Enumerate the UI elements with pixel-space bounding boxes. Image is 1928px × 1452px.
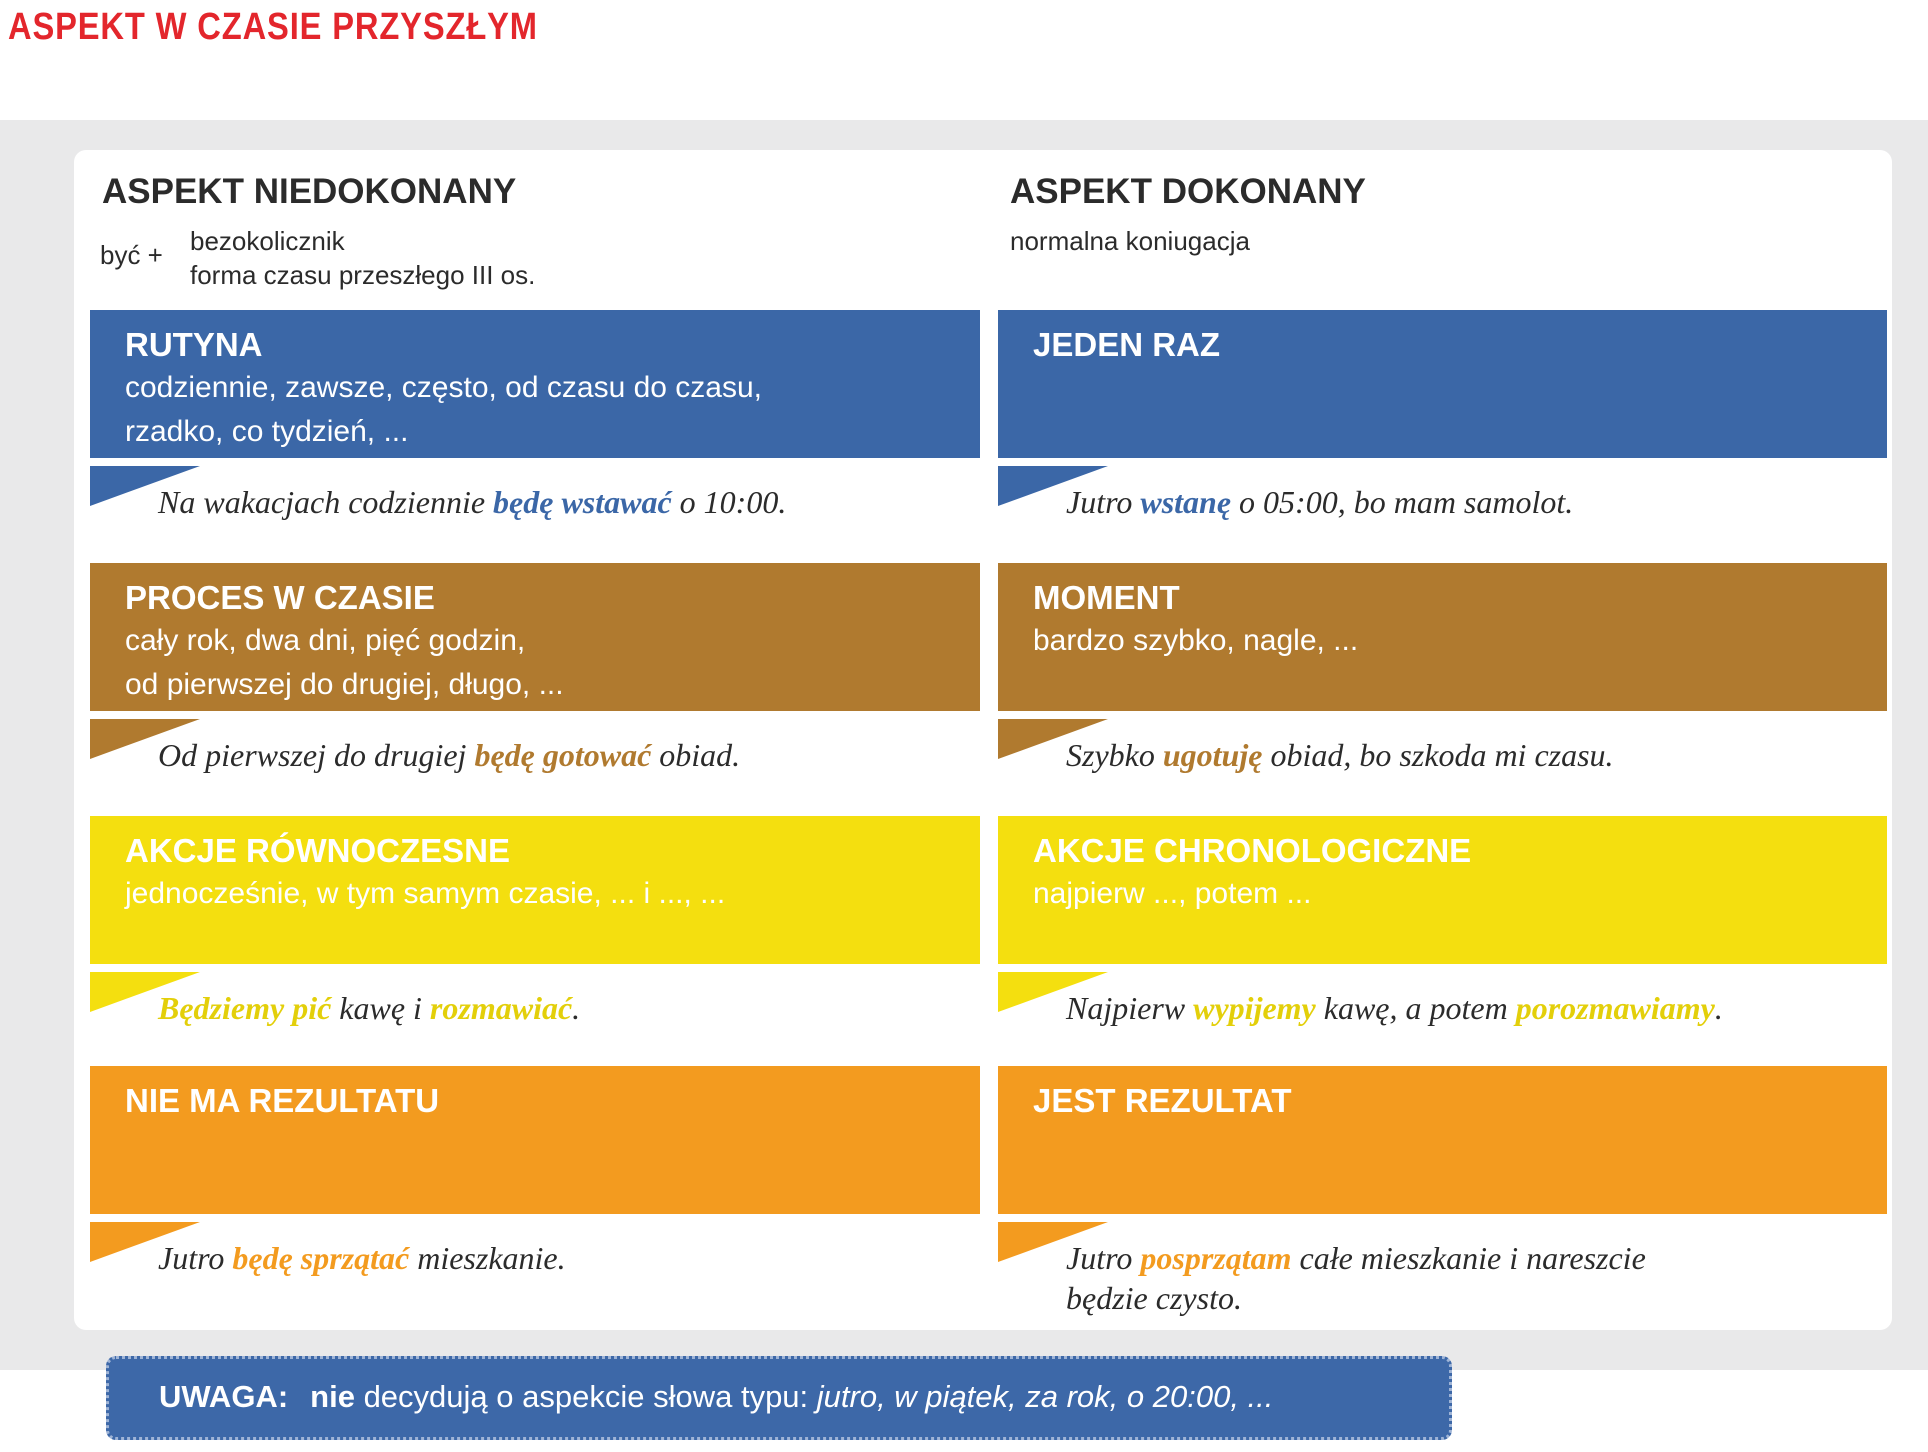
category-band bbox=[998, 1066, 1887, 1214]
category-title: NIE MA REZULTATU bbox=[125, 1082, 440, 1119]
note-box bbox=[106, 1356, 1452, 1440]
example-sentence: Jutro posprzątam całe mieszkanie i nareszcie będzie czysto. bbox=[1066, 1240, 1646, 1316]
highlighted-verb: będę wstawać bbox=[493, 484, 672, 520]
section-moment bbox=[998, 563, 1887, 817]
formation-options bbox=[190, 224, 535, 292]
highlighted-verb: porozmawiamy bbox=[1515, 990, 1715, 1026]
category-markers: najpierw ..., potem ... bbox=[1033, 877, 1312, 910]
section-chronological bbox=[998, 816, 1887, 1070]
category-band bbox=[90, 310, 980, 458]
highlighted-verb: będę gotować bbox=[474, 737, 652, 773]
content-panel bbox=[74, 150, 1892, 1330]
example-sentence: Jutro wstanę o 05:00, bo mam samolot. bbox=[1066, 484, 1574, 520]
conjugation-note: normalna koniugacja bbox=[1010, 226, 1250, 256]
highlighted-verb: wstanę bbox=[1140, 484, 1232, 520]
category-markers: codziennie, zawsze, często, od czasu do czasu, rzadko, co tydzień, ... bbox=[125, 371, 763, 448]
highlighted-verb: ugotuję bbox=[1162, 737, 1263, 773]
category-band bbox=[90, 1066, 980, 1214]
section-process bbox=[90, 563, 980, 817]
category-band bbox=[90, 563, 980, 711]
formation-prefix: być + bbox=[100, 240, 163, 270]
category-title: JEST REZULTAT bbox=[1033, 1082, 1292, 1119]
section-no-result bbox=[90, 1066, 980, 1320]
category-title: AKCJE CHRONOLOGICZNE bbox=[1033, 832, 1472, 869]
category-markers: cały rok, dwa dni, pięć godzin, od pierwszej do drugiej, długo, ... bbox=[125, 624, 564, 701]
category-markers: bardzo szybko, nagle, ... bbox=[1033, 624, 1359, 657]
example-sentence: Od pierwszej do drugiej będę gotować obiad. bbox=[158, 737, 741, 773]
example-sentence: Na wakacjach codziennie będę wstawać o 10:00. bbox=[158, 484, 787, 520]
category-band bbox=[998, 563, 1887, 711]
note-text: UWAGA: nie decydują o aspekcie słowa typu: jutro, w piątek, za rok, o 20:00, ... bbox=[159, 1379, 1274, 1414]
category-title: MOMENT bbox=[1033, 579, 1180, 616]
highlighted-verb: będę sprzątać bbox=[232, 1240, 410, 1276]
example-sentence: Będziemy pić kawę i rozmawiać. bbox=[158, 990, 581, 1026]
section-simultaneous bbox=[90, 816, 980, 1070]
example-sentence: Jutro będę sprzątać mieszkanie. bbox=[158, 1240, 566, 1276]
column-heading: ASPEKT DOKONANY bbox=[1010, 172, 1366, 211]
example-sentence: Szybko ugotuję obiad, bo szkoda mi czasu. bbox=[1066, 737, 1614, 773]
example-sentence: Najpierw wypijemy kawę, a potem porozmawiamy. bbox=[1066, 990, 1723, 1026]
section-routine bbox=[90, 310, 980, 564]
category-band bbox=[998, 816, 1887, 964]
formation-option: bezokolicznik bbox=[190, 226, 345, 256]
highlighted-verb: wypijemy bbox=[1193, 990, 1316, 1026]
category-title: RUTYNA bbox=[125, 326, 263, 363]
column-heading: ASPEKT NIEDOKONANY bbox=[102, 172, 517, 211]
formation-option: forma czasu przeszłego III os. bbox=[190, 260, 536, 290]
category-title: JEDEN RAZ bbox=[1033, 326, 1221, 363]
highlighted-verb: Będziemy pić bbox=[158, 990, 332, 1026]
category-title: AKCJE RÓWNOCZESNE bbox=[125, 832, 511, 869]
category-band bbox=[90, 816, 980, 964]
category-markers: jednocześnie, w tym samym czasie, ... i ..., ... bbox=[125, 877, 726, 910]
highlighted-verb: posprzątam bbox=[1140, 1240, 1292, 1276]
section-result bbox=[998, 1066, 1887, 1320]
section-once bbox=[998, 310, 1887, 564]
category-title: PROCES W CZASIE bbox=[125, 579, 435, 616]
page-title: ASPEKT W CZASIE PRZYSZŁYM bbox=[8, 6, 538, 48]
category-band bbox=[998, 310, 1887, 458]
note-label: UWAGA: bbox=[159, 1379, 289, 1414]
highlighted-verb: rozmawiać bbox=[429, 990, 573, 1026]
